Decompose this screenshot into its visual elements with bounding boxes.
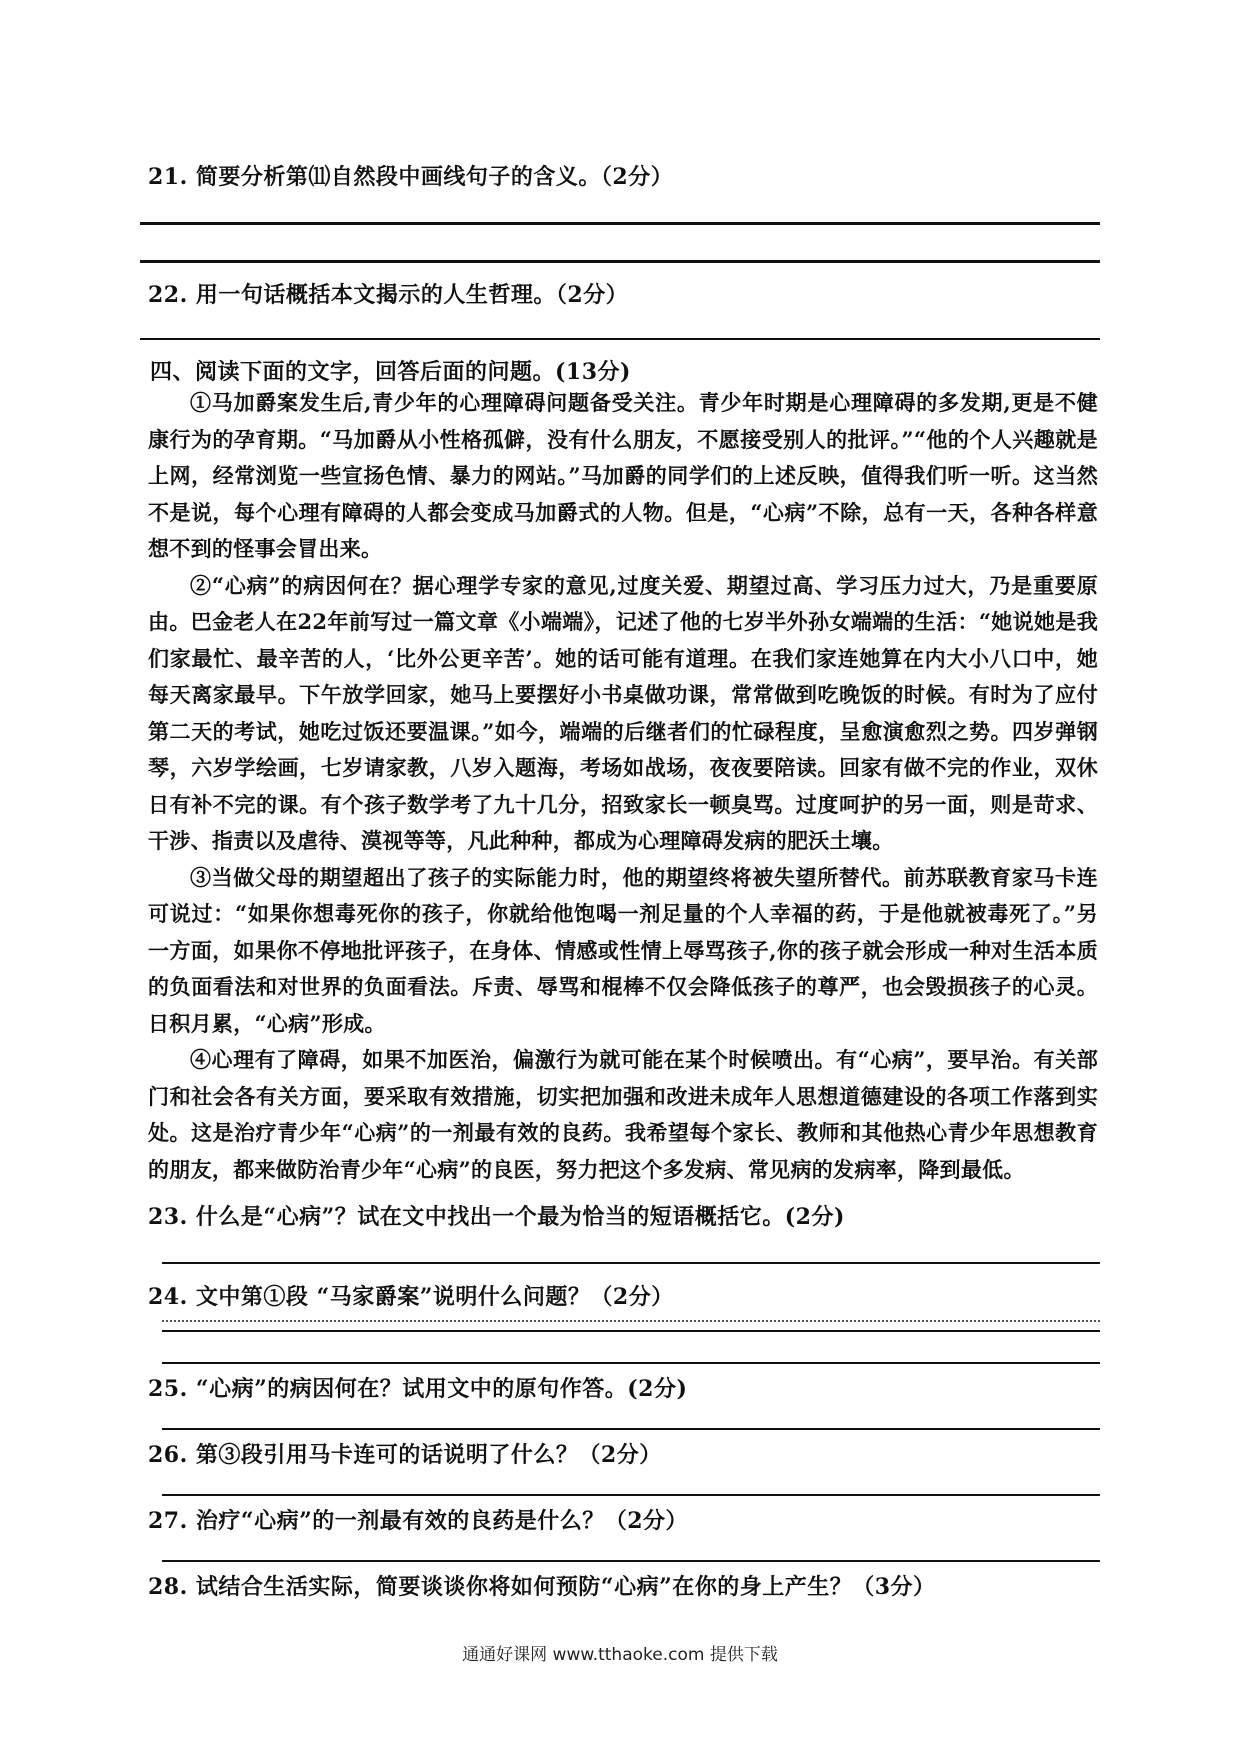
passage-paragraph-4: ④心理有了障碍，如果不加医治，偏激行为就可能在某个时候喷出。有“心病”，要早治。有关部门和社会各有关方面，要采取有效措施，切实把加强和改进未成年人思想道德建设的各项工作落到实处。这是治疗青少年“心病”的一剂最有效的良药。我希望每个家长、教师和其他热心青少年思想教育的朋友，都来做防治青少年“心病”的良医，努力把这个多发病、常见病的发病率，降到最低。 [148,1047,1098,1182]
question-24: 24. 文中第①段 “马家爵案”说明什么问题？（2分） [148,1284,674,1310]
page-footer: 通通好课网 www.tthaoke.com 提供下载 [462,1645,778,1665]
section-title: 四、阅读下面的文字，回答后面的问题。(13分) [150,359,631,385]
answer-line [162,1428,1100,1430]
answer-line [140,338,1100,340]
answer-line [162,1320,1100,1322]
answer-line [140,260,1100,263]
answer-line [162,1560,1100,1562]
question-25: 25. “心病”的病因何在？试用文中的原句作答。(2分) [148,1376,688,1402]
question-22: 22. 用一句话概括本文揭示的人生哲理。（2分） [148,282,629,308]
question-27: 27. 治疗“心病”的一剂最有效的良药是什么？（2分） [148,1508,689,1534]
answer-line [162,1494,1100,1496]
answer-line [162,1262,1100,1264]
passage-paragraph-3: ③当做父母的期望超出了孩子的实际能力时，他的期望终将被失望所替代。前苏联教育家马卡连可说过：“如果你想毒死你的孩子，你就给他饱喝一剂足量的个人幸福的药，于是他就被毒死了。”另一方面，如果你不停地批评孩子，在身体、情感或性情上辱骂孩子,你的孩子就会形成一种对生活本质的负面看法和对世界的负面看法。斥责、辱骂和棍棒不仅会降低孩子的尊严，也会毁损孩子的心灵。日积月累，“心病”形成。 [148,864,1098,1036]
passage-paragraph-2: ②“心病”的病因何在？据心理学专家的意见,过度关爱、期望过高、学习压力过大，乃是重要原由。巴金老人在22年前写过一篇文章《小端端》，记述了他的七岁半外孙女端端的生活：“她说她是我们家最忙、最辛苦的人，‘比外公更辛苦’。她的话可能有道理。在我们家连她算在内大小八口中，她每天离家最早。下午放学回家，她马上要摆好小书桌做功课，常常做到吃晚饭的时候。有时为了应付第二天的考试，她吃过饭还要温课。”如今，端端的后继者们的忙碌程度，呈愈演愈烈之势。四岁弹钢琴，六岁学绘画，七岁请家教，八岁入题海，考场如战场，夜夜要陪读。回家有做不完的作业，双休日有补不完的课。有个孩子数学考了九十几分，招致家长一顿臭骂。过度呵护的另一面，则是苛求、干涉、指责以及虐待、漠视等等，凡此种种，都成为心理障碍发病的肥沃土壤。 [148,572,1098,853]
answer-line [162,1330,1100,1332]
passage-paragraph-1: ①马加爵案发生后,青少年的心理障碍问题备受关注。青少年时期是心理障碍的多发期,更是不健康行为的孕育期。“马加爵从小性格孤僻，没有什么朋友，不愿接受别人的批评。”“他的个人兴趣就是上网，经常浏览一些宣扬色情、暴力的网站。”马加爵的同学们的上述反映，值得我们听一听。这当然不是说，每个心理有障碍的人都会变成马加爵式的人物。但是，“心病”不除，总有一天，各种各样意想不到的怪事会冒出来。 [148,390,1098,561]
answer-line [162,1362,1100,1364]
reading-passage [148,385,1098,1188]
question-21: 21. 简要分析第⑾自然段中画线句子的含义。（2分） [148,164,674,190]
answer-line [140,222,1100,225]
question-26: 26. 第③段引用马卡连可的话说明了什么？（2分） [148,1442,662,1468]
question-28: 28. 试结合生活实际，简要谈谈你将如何预防“心病”在你的身上产生？（3分） [148,1574,936,1600]
question-23: 23. 什么是“心病”？试在文中找出一个最为恰当的短语概括它。(2分) [148,1204,845,1230]
